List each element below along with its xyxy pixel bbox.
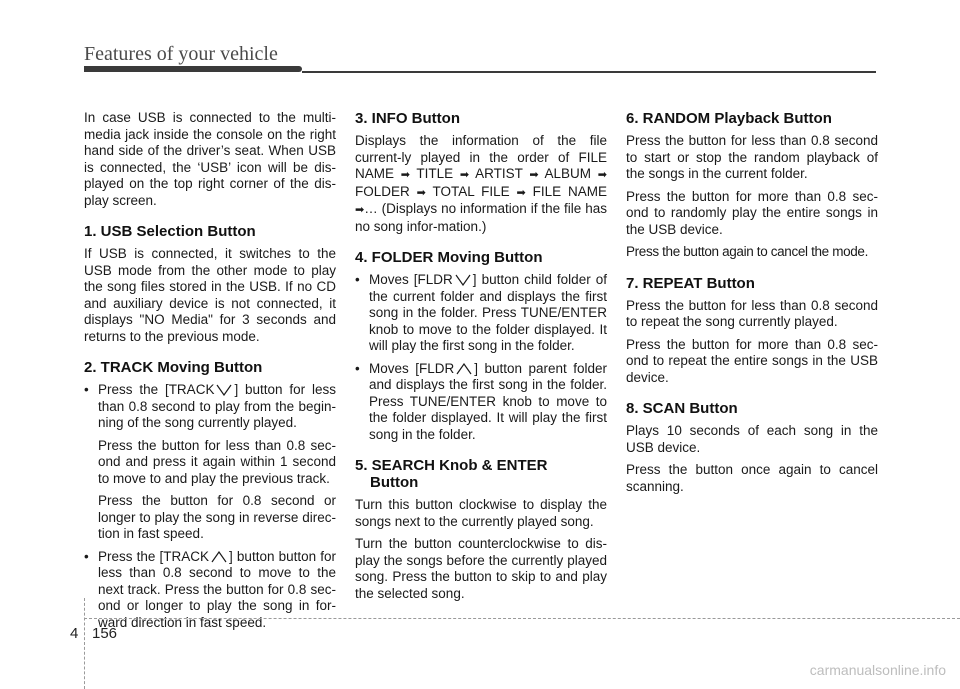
- page-number: 156: [92, 625, 118, 642]
- track-bullet-1-para-3: Press the button for 0.8 second or longer to play the song in reverse direc-tion in fast speed.: [98, 493, 336, 541]
- section-random-para-2: Press the button for more than 0.8 sec-ond to randomly play the entire songs in the USB device.: [626, 188, 878, 237]
- bullet-dot: •: [84, 382, 89, 397]
- arrow-right-icon: ➡: [529, 169, 539, 181]
- track-bullet-1-post: ] button for less than 0.8 second to play from the begin-ning of the song currently played.: [98, 382, 336, 430]
- folder-bullet-1-text: [369, 272, 607, 355]
- track-bullet-1-para-2: Press the button for less than 0.8 sec-ond and press it again within 1 second to move to and play the previous track.: [98, 437, 336, 486]
- track-bullet-1: [84, 382, 336, 543]
- section-scan-para-1: Plays 10 seconds of each song in the USB device.: [626, 423, 878, 455]
- bullet-dot: •: [84, 548, 89, 564]
- folder-bullet-1: [355, 272, 607, 355]
- section-folder-moving-title: 4. FOLDER Moving Button: [355, 249, 543, 266]
- column-1: [84, 110, 336, 637]
- section-random-title: 6. RANDOM Playback Button: [626, 110, 832, 127]
- folder-bullet-1-post: ] button child folder of the current folder and displays the first song in the folder. Press TUNE/ENTER knob to move to the folder displayed. It will play the first song in the folder.: [369, 272, 607, 353]
- section-random-para-3: Press the button again to cancel the mode.: [626, 244, 868, 259]
- track-bullet-2-post: ] button button for less than 0.8 second to move to the next track. Press the button for 0.8 sec-ond or longer to play the song in for-ward direction in fast speed.: [98, 548, 337, 630]
- folder-bullet-2: [355, 361, 607, 444]
- column-3: [626, 110, 878, 501]
- section-info-text: [355, 133, 607, 235]
- info-text-d: ALBUM: [544, 166, 592, 181]
- footer-rule: [84, 618, 960, 619]
- header-bar: [84, 66, 302, 72]
- section-usb-selection-text: If USB is connected, it switches to the USB mode from the other mode to play the song files stored in the USB. If no CD and auxiliary device is not connected, it displays "NO Media" for 3 seconds and returns to the previous mode.: [84, 246, 336, 344]
- section-usb-selection-title: 1. USB Selection Button: [84, 223, 256, 240]
- track-bullet-2-pre: Press the [TRACK: [98, 548, 210, 564]
- info-text-b: TITLE: [416, 166, 454, 181]
- section-search-knob-title: [355, 457, 607, 491]
- footer-vertical-rule: [84, 598, 85, 689]
- column-2: [355, 110, 607, 608]
- section-repeat-para-1: Press the button for less than 0.8 second to repeat the song currently played.: [626, 297, 878, 329]
- folder-bullet-2-pre: Moves [FLDR: [369, 360, 455, 376]
- section-repeat-title: 7. REPEAT Button: [626, 274, 755, 292]
- track-bullet-1-text: [98, 382, 336, 432]
- intro-paragraph: In case USB is connected to the multi-media jack inside the console on the right hand side of the driver’s seat. When USB is connected, the ‘USB’ icon will be dis-played on the top right corner of the dis-play screen.: [84, 110, 336, 208]
- page-header-title: Features of your vehicle: [84, 43, 278, 65]
- folder-bullet-2-text: [369, 361, 607, 444]
- search-title-line-1: 5. SEARCH Knob & ENTER: [355, 457, 548, 474]
- info-text-e: FOLDER: [355, 183, 410, 199]
- section-random-para-1: Press the button for less than 0.8 second to start or stop the random playback of the songs in the current folder.: [626, 133, 878, 181]
- bullet-dot: •: [355, 272, 360, 287]
- arrow-right-icon: ➡: [416, 186, 426, 199]
- arrow-right-icon: ➡: [459, 169, 470, 181]
- arrow-right-icon: ➡: [355, 204, 365, 216]
- info-text-g: FILE NAME: [532, 183, 607, 199]
- arrow-right-icon: ➡: [516, 186, 526, 199]
- chevron-up-icon: [211, 551, 227, 563]
- section-scan-title: 8. SCAN Button: [626, 400, 738, 417]
- chevron-down-icon: [455, 274, 471, 286]
- info-text-c: ARTIST: [475, 166, 523, 181]
- chevron-down-icon: [216, 384, 232, 396]
- arrow-right-icon: ➡: [400, 169, 410, 181]
- section-search-para-2: Turn the button counterclockwise to dis-play the songs before the currently played song. Press the button to skip to and play the selected song.: [355, 536, 607, 601]
- section-search-para-1: Turn this button clockwise to display the songs next to the currently played song.: [355, 497, 607, 529]
- watermark: carmanualsonline.info: [809, 662, 946, 678]
- chevron-up-icon: [456, 363, 472, 375]
- section-scan-para-2: Press the button once again to cancel scanning.: [626, 462, 878, 494]
- info-text-f: TOTAL FILE: [432, 183, 510, 199]
- section-repeat-para-2: Press the button for more than 0.8 sec-ond to repeat the entire songs in the USB device.: [626, 336, 878, 385]
- info-text-a: Displays the information of the file current-ly played in the order of FILE NAME: [355, 133, 607, 181]
- track-bullet-1-pre: Press the [TRACK: [98, 382, 215, 397]
- section-info-title: 3. INFO Button: [355, 110, 460, 127]
- folder-bullet-1-pre: Moves [FLDR: [369, 272, 453, 287]
- header-rule: [302, 71, 876, 73]
- bullet-dot: •: [355, 360, 360, 376]
- chapter-number: 4: [70, 625, 79, 642]
- folder-bullet-2-post: ] button parent folder and displays the first song in the folder. Press TUNE/ENTER knob to move to the folder displayed. It will play the first song in the folder.: [369, 360, 607, 442]
- search-title-line-2: Button: [370, 474, 419, 491]
- info-text-h: … (Displays no information if the file has no song infor-mation.): [355, 201, 607, 234]
- section-track-moving-title: 2. TRACK Moving Button: [84, 359, 263, 376]
- arrow-right-icon: ➡: [597, 169, 607, 181]
